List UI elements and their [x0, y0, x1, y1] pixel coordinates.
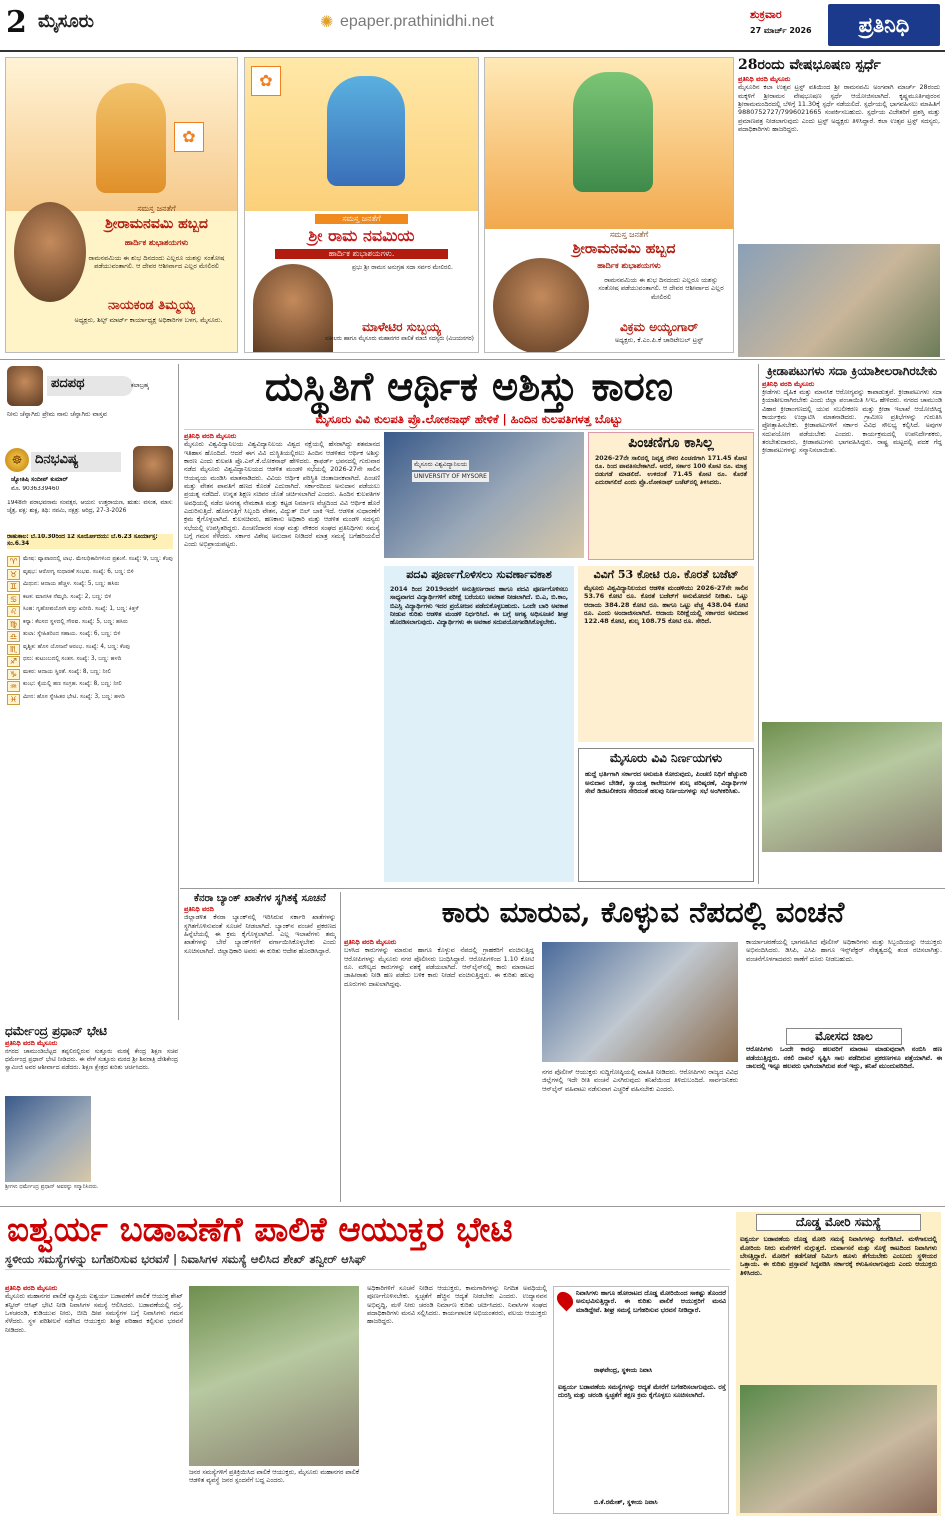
fraud-sub	[746, 1028, 942, 1200]
rama-figure-image	[327, 76, 405, 186]
astrologer-name: ಜ್ಯೋತಿಷಿ ಸಂದೀಪ್ ಕುಮಾರ್	[11, 476, 68, 483]
ad-wish: ಹಾರ್ದಿಕ ಶುಭಾಶಯಗಳು	[124, 238, 189, 247]
ad-wish: ಹಾರ್ದಿಕ ಶುಭಾಶಯಗಳು	[597, 261, 661, 270]
zodiac-prediction: ವೃಷಭ: ಆರೋಗ್ಯ ಸುಧಾರಣೆ ಸಂಭವ. ಸಂಖ್ಯೆ: 6, ಬಣ್ಣ: ಬಿಳಿ	[23, 568, 134, 575]
quote-drop-icon	[554, 1289, 577, 1312]
zodiac-prediction: ಕಟಕ: ಮಾನಸಿಕ ನೆಮ್ಮದಿ. ಸಂಖ್ಯೆ: 2, ಬಣ್ಣ: ಬಿಳಿ	[23, 593, 112, 600]
astrologer-photo	[133, 446, 173, 492]
ad-message: ರಾಮನವಮಿಯ ಈ ಶುಭ ದಿನದಂದು ಎಲ್ಲರೂ ಯಶಸ್ಸು ಸಂತೋಷ ಪಡೆಯುವಂತಾಗಲಿ. ಆ ದೇವರ ಆಶೀರ್ವಾದ ಎಲ್ಲರ ಮೇಲಿರಲಿ	[88, 254, 225, 271]
ad-role: ಅಧ್ಯಕ್ಷರು, ಶಿಲ್ಪ್ ಮಾರ್ಟ್ ಕಾರ್ಯಾಧ್ಯಕ್ಷ ಅಧಿಕಾರಿಗಳ ಬಳಗ, ಮೈಸೂರು.	[74, 316, 223, 324]
photo-caption: ಶ್ರೀಗಳು ಧರ್ಮೇಂದ್ರ ಪ್ರಧಾನ್ ಅವರನ್ನು ಸನ್ಮಾನಿಸಿದರು.	[5, 1184, 178, 1191]
box-title: ಪಿಂಚಣಿಗೂ ಕಾಸಿಲ್ಲ	[628, 435, 714, 451]
article-title: ಕ್ರೀಡಾಪಟುಗಳು ಸದಾ ಕ್ರಿಯಾಶೀಲರಾಗಿರಬೇಕು	[766, 364, 938, 378]
ad-title: ಶ್ರೀ ರಾಮ ನವಮಿಯ	[308, 226, 415, 245]
drain-article	[736, 1212, 941, 1516]
ad-pre: ಸಮಸ್ತ ಜನತೆಗೆ	[315, 214, 408, 224]
box-body: ಮೈಸೂರು ವಿಶ್ವವಿದ್ಯಾನಿಲಯದ ಆಡಳಿತ ಮಂಡಳಿಯು 2026-27ನೇ ಸಾಲಿನ 53.76 ಕೋಟಿ ರೂ. ಕೊರತೆ ಬಜೆಟ್‌ಗೆ ಅನುಮೋದನೆ ನೀಡಿತು. ಒಟ್ಟು ಆದಾಯ 384.28 ಕೋಟಿ ರೂ. ಹಾಗೂ ಒಟ್ಟು ವೆಚ್ಚ 438.04 ಕೋಟಿ ರೂ. ಎಂದು ಅಂದಾಜಿಸಲಾಗಿದೆ. ಆದಾಯ ನಿರೀಕ್ಷೆಯಲ್ಲಿ ಸರ್ಕಾರದ ಅನುದಾನ 122.48 ಕೋಟಿ, ಶುಲ್ಕ 108.75 ಕೋಟಿ ರೂ. ಸೇರಿದೆ.	[584, 584, 748, 626]
ad-message: ಪ್ರಭು ಶ್ರೀ ರಾಮನ ಅನುಗ್ರಹ ಸದಾ ಸರ್ವರ ಮೇಲಿರಲಿ.	[352, 264, 453, 271]
fraud-col1	[344, 938, 534, 1200]
edition-date: 27 ಮಾರ್ಚ್ 2026	[750, 26, 812, 35]
zodiac-sign-icon: ♑	[7, 669, 20, 680]
party-lotus-icon: ✿	[251, 66, 281, 96]
zodiac-row	[7, 606, 173, 617]
box-body: 2026-27ನೇ ಸಾಲಿನಲ್ಲಿ ನಿವೃತ್ತ ನೌಕರ ಪಿಂಚಣಿಗಾಗಿ 171.45 ಕೋಟಿ ರೂ. ರಿಂದ ಪಾವತಿಸಬೇಕಾಗಿದೆ. ಆದರೆ, ಸರ್ಕಾರ 100 ಕೋಟಿ ರೂ. ಮಾತ್ರ ಬಿಡುಗಡೆ ಮಾಡಲಿದೆ. ಉಳಿದಂತೆ 71.45 ಕೋಟಿ ರೂ. ಕೊರತೆ ಎದುರಾಗಲಿದೆ ಎಂದು ಪ್ರೊ.ಲೋಕನಾಥ್ ಬಜೆಟ್‌ನಲ್ಲಿ ತಿಳಿಸಿದರು.	[595, 454, 747, 487]
lead-headline: ಕಾರು ಮಾರುವ, ಕೊಳ್ಳುವ ನೆಪದಲ್ಲಿ ವಂಚನೆ	[441, 895, 845, 929]
article-body: ಮೈಸೂರು ಮಹಾನಗರ ಪಾಲಿಕೆ ವ್ಯಾಪ್ತಿಯ ಐಶ್ವರ್ಯ ಬಡಾವಣೆಗೆ ಪಾಲಿಕೆ ಆಯುಕ್ತ ಶೇಖ್ ತನ್ವೀರ್ ಆಸಿಫ್ ಭೇಟಿ ನೀಡಿ ನಿವಾಸಿಗಳ ಸಮಸ್ಯೆ ಆಲಿಸಿದರು. ಬಡಾವಣೆಯಲ್ಲಿ ರಸ್ತೆ, ಒಳಚರಂಡಿ, ಕುಡಿಯುವ ನೀರು, ಬೀದಿ ದೀಪ ಸಮಸ್ಯೆಗಳ ಬಗ್ಗೆ ನಿವಾಸಿಗಳು ಗಮನ ಸೆಳೆದರು. ಸ್ಥಳ ಪರಿಶೀಲನೆ ನಡೆಸಿದ ಆಯುಕ್ತರು ಶೀಘ್ರ ಪರಿಹಾರ ಕಲ್ಪಿಸುವ ಭರವಸೆ ನೀಡಿದರು.	[5, 1292, 183, 1334]
padapatha-label: ಪದಪಥ	[47, 376, 133, 396]
zodiac-prediction: ತುಲಾ: ಸ್ನೇಹಿತರಿಂದ ಸಹಾಯ. ಸಂಖ್ಯೆ: 6, ಬಣ್ಣ: ಬಿಳಿ	[23, 631, 121, 637]
ad-pre: ಸಮಸ್ತ ಜನತೆಗೆ	[609, 230, 649, 239]
article-byline: ಪ್ರತಿನಿಧಿ ವರದಿ	[184, 905, 214, 913]
article-body-3: ಕಾರ್ಯಾಚರಣೆಯಲ್ಲಿ ಭಾಗವಹಿಸಿದ ಪೊಲೀಸ್ ಅಧಿಕಾರಿಗಳು ಮತ್ತು ಸಿಬ್ಬಂದಿಯನ್ನು ಆಯುಕ್ತರು ಅಭಿನಂದಿಸಿದರು. ಡಿಸಿಪಿ, ಎಸಿಪಿ ಹಾಗೂ ಇನ್ಸ್‌ಪೆಕ್ಟರ್ ನೇತೃತ್ವದಲ್ಲಿ ತಂಡ ರಚಿಸಲಾಗಿತ್ತು. ವಂಚನೆಗೊಳಗಾದವರು ಠಾಣೆಗೆ ದೂರು ನೀಡಬಹುದು.	[746, 938, 942, 963]
divider	[0, 359, 945, 360]
ad-title: ಶ್ರೀರಾಮನವಮಿ ಹಬ್ಬದ	[572, 241, 676, 257]
box-body: ಹುದ್ದೆ ಭರ್ತಿಗಾಗಿ ಸರ್ಕಾರದ ಅನುಮತಿ ಕೋರುವುದು, ಪಿಂಚಣಿ ನಿಧಿಗೆ ಹೆಚ್ಚುವರಿ ಅನುದಾನ ಬೇಡಿಕೆ, ಸ್ವಾಯತ್ತ ಕಾಲೇಜುಗಳ ಶುಲ್ಕ ಪರಿಷ್ಕರಣೆ, ವಿದ್ಯಾರ್ಥಿಗಳ ಸೇವೆ ಡಿಜಿಟಲೀಕರಣ ಸೇರಿದಂತೆ ಹಲವು ನಿರ್ಣಯಗಳನ್ನು ಸಭೆ ಅಂಗೀಕರಿಸಿತು.	[585, 770, 747, 796]
zodiac-prediction: ವೃಶ್ಚಿಕ: ಹೊಸ ಯೋಜನೆ ಆರಂಭ. ಸಂಖ್ಯೆ: 4, ಬಣ್ಣ: ಕೆಂಪು	[23, 643, 130, 650]
zodiac-row	[7, 569, 173, 580]
article-byline: ಪ್ರತಿನಿಧಿ ವರದಿ ಮೈಸೂರು	[738, 74, 791, 83]
person-photo	[493, 258, 589, 353]
zodiac-sign-icon: ♉	[7, 569, 20, 580]
article-title: ಧರ್ಮೇಂದ್ರ ಪ್ರಧಾನ್ ಭೇಟಿ	[5, 1024, 108, 1038]
article-body: ಮೈಸೂರು ವಿಶ್ವವಿದ್ಯಾನಿಲಯ ವಿಶ್ವವಿದ್ಯಾನಿಲಯ ವಿಶ್ವದ ನಕ್ಷೆಯಲ್ಲಿ ಹೆಸರಾಗಿದ್ದು ಶತಮಾನದ ಇತಿಹಾಸ ಹೊಂದಿದೆ. ಆದರೆ ಈಗ ವಿವಿ ದುಸ್ಥಿತಿಯಲ್ಲಿರಲು ಹಿಂದಿನ ಆಡಳಿತದ ಆರ್ಥಿಕ ಅಶಿಸ್ತು ಕಾರಣ ಎಂದು ಕುಲಪತಿ ಪ್ರೊ.ಎನ್.ಕೆ.ಲೋಕನಾಥ್ ಹೇಳಿದರು. ಕ್ರಾಫರ್ಡ್ ಭವನದಲ್ಲಿ ಗುರುವಾರ ನಡೆದ ಮೈಸೂರು ವಿಶ್ವವಿದ್ಯಾನಿಲಯದ ಆಡಳಿತ ಮಂಡಳಿ ಸಭೆಯಲ್ಲಿ 2026-27ನೇ ಸಾಲಿನ ಆಯವ್ಯಯ ಮಂಡಿಸಿ ಮಾತನಾಡಿದರು. ವಿವಿಯ ಆರ್ಥಿಕ ಪರಿಸ್ಥಿತಿ ಚಿಂತಾಜನಕವಾಗಿದೆ. ಪಿಂಚಣಿ ಮತ್ತು ವೇತನ ಪಾವತಿಗೆ ಹಣದ ಕೊರತೆ ಎದುರಾಗಿದೆ. ಸರ್ಕಾರದಿಂದ ಅನುದಾನ ಪಡೆಯಲು ಪ್ರಯತ್ನ ನಡೆದಿದೆ. ಉನ್ನತ ಶಿಕ್ಷಣ ಸಚಿವರ ಜೊತೆ ಚರ್ಚಿಸಲಾಗಿದೆ ಎಂದರು. ಹಿಂದಿನ ಕುಲಪತಿಗಳ ಅವಧಿಯಲ್ಲಿ ನಡೆದ ಅನಗತ್ಯ ನೇಮಕಾತಿ ಮತ್ತು ಕಟ್ಟಡ ನಿರ್ಮಾಣ ವೆಚ್ಚದಿಂದ ವಿವಿ ಆರ್ಥಿಕ ಹೊರೆ ಎದುರಿಸುತ್ತಿದೆ. ಹೊರಗುತ್ತಿಗೆ ಸಿಬ್ಬಂದಿ ವೇತನ, ವಿದ್ಯುತ್ ಬಿಲ್ ಬಾಕಿ ಇದೆ. ಆಡಳಿತ ಸುಧಾರಣೆಗೆ ಕ್ರಮ ಕೈಗೊಳ್ಳಲಾಗಿದೆ. ಕುಲಸಚಿವರು, ಹಣಕಾಸು ಅಧಿಕಾರಿ ಮತ್ತು ಆಡಳಿತ ಮಂಡಳಿ ಸದಸ್ಯರು ಸಭೆಯಲ್ಲಿ ಉಪಸ್ಥಿತರಿದ್ದರು. ಪಿಂಚಣಿದಾರರ ಸಂಘ ಮತ್ತು ನೌಕರರ ಸಂಘದ ಪ್ರತಿನಿಧಿಗಳು ಸಮಸ್ಯೆ ಬಗ್ಗೆ ಗಮನ ಸೆಳೆದರು. ಸರ್ಕಾರ ವಿಶೇಷ ಅನುದಾನ ನೀಡಿದರೆ ಮಾತ್ರ ಸಮಸ್ಯೆ ಬಗೆಹರಿಯಲಿದೆ ಎಂದು ಅಭಿಪ್ರಾಯಪಟ್ಟರು.	[184, 440, 380, 549]
divider	[178, 364, 179, 1020]
ad-wish: ಹಾರ್ದಿಕ ಶುಭಾಶಯಗಳು.	[275, 249, 448, 259]
zodiac-prediction: ಮಕರ: ಆದಾಯ ಸ್ಥಿರತೆ. ಸಂಖ್ಯೆ: 8, ಬಣ್ಣ: ನೀಲಿ	[23, 668, 111, 675]
ad-name: ಮಾಳೇಟಿರ ಸುಬ್ಬಯ್ಯ	[362, 320, 441, 334]
zodiac-wheel-icon: ☸	[5, 448, 29, 472]
rama-figure-image	[96, 83, 166, 193]
zodiac-sign-icon: ♏	[7, 644, 20, 655]
sun-icon: ✺	[320, 12, 334, 31]
divider	[340, 892, 341, 1202]
lead-col1	[184, 432, 380, 632]
ad-pre: ಸಮಸ್ತ ಜನತೆಗೆ	[137, 204, 176, 213]
zodiac-row	[7, 694, 173, 705]
sunrise: ಸೂರ್ಯೋದಯ: ಬೆ.6.23	[76, 534, 132, 540]
padapatha-box	[5, 364, 175, 442]
article-body: ಮೈಸೂರಿನ ಕಲಾ ಉತ್ಸವ ಟ್ರಸ್ಟ್ ವತಿಯಿಂದ ಶ್ರೀ ರಾಮನವಮಿ ಅಂಗವಾಗಿ ಮಾರ್ಚ್ 28ರಂದು ಮಕ್ಕಳಿಗೆ ಶ್ರೀರಾಮನ ವೇಷಭೂಷಣ ಸ್ಪರ್ಧೆ ಆಯೋಜಿಸಲಾಗಿದೆ. ಕೃಷ್ಣಮೂರ್ತಿಪುರಂನ ಶ್ರೀರಾಮಮಂದಿರದಲ್ಲಿ ಬೆಳಿಗ್ಗೆ 11.30ಕ್ಕೆ ಸ್ಪರ್ಧೆ ನಡೆಯಲಿದೆ. ಸ್ಪರ್ಧೆಯಲ್ಲಿ ಭಾಗವಹಿಸಲು ಮಾಹಿತಿಗೆ 9880752727/7996021665 ಸಂಪರ್ಕಿಸಬಹುದು. ಸ್ಪರ್ಧೆಯ ವಿಜೇತರಿಗೆ ಪ್ರಶಸ್ತಿ ಮತ್ತು ಪ್ರಮಾಣಪತ್ರ ನೀಡಲಾಗುವುದು ಎಂದು ಟ್ರಸ್ಟ್ ಅಧ್ಯಕ್ಷರು ತಿಳಿಸಿದ್ದಾರೆ. ಕಲಾ ಉತ್ಸವ ಟ್ರಸ್ಟ್ ಸದಸ್ಯರು, ಪದಾಧಿಕಾರಿಗಳು ಹಾಜರಿದ್ದರು.	[738, 83, 940, 133]
article-body-2: ಅಧಿಕಾರಿಗಳಿಗೆ ಸೂಚನೆ ನೀಡಿದ ಆಯುಕ್ತರು, ಕಾಮಗಾರಿಗಳನ್ನು ನಿಗದಿತ ಅವಧಿಯಲ್ಲಿ ಪೂರ್ಣಗೊಳಿಸಬೇಕು. ಸ್ವಚ್ಛತೆಗೆ ಹೆಚ್ಚಿನ ಆದ್ಯತೆ ನೀಡಬೇಕು ಎಂದರು. ಉದ್ಯಾನವನ ಅಭಿವೃದ್ಧಿ, ಮಳೆ ನೀರು ಚರಂಡಿ ನಿರ್ಮಾಣ ಕುರಿತು ಚರ್ಚಿಸಿದರು. ನಿವಾಸಿಗಳ ಸಂಘದ ಪದಾಧಿಕಾರಿಗಳು ಮನವಿ ಸಲ್ಲಿಸಿದರು. ಕಾರ್ಯಪಾಲಕ ಅಭಿಯಂತರರು, ವಲಯ ಆಯುಕ್ತರು ಹಾಜರಿದ್ದರು.	[367, 1284, 547, 1326]
zodiac-sign-icon: ♐	[7, 656, 20, 667]
commissioner-walk-photo	[189, 1286, 359, 1466]
zodiac-sign-icon: ♓	[7, 694, 20, 705]
quotes	[553, 1286, 729, 1514]
drain-residents-photo	[740, 1385, 937, 1513]
person-photo	[253, 264, 333, 353]
horoscope-box	[5, 446, 175, 1018]
zodiac-row	[7, 631, 173, 642]
zodiac-prediction: ಸಿಂಹ: ಗೃಹೋಪಯೋಗಿ ವಸ್ತು ಖರೀದಿ. ಸಂಖ್ಯೆ: 1, ಬಣ್ಣ: ಕಿತ್ತಳೆ	[23, 606, 139, 612]
zodiac-sign-icon: ♈	[7, 556, 20, 567]
newspaper-logo: ಪ್ರತಿನಿಧಿ	[828, 4, 940, 46]
horoscope-label: ದಿನಭವಿಷ್ಯ	[31, 452, 121, 472]
article-body-2: ನಗರ ಪೊಲೀಸ್ ಆಯುಕ್ತರು ಸುದ್ದಿಗೋಷ್ಠಿಯಲ್ಲಿ ಮಾಹಿತಿ ನೀಡಿದರು. ಆರೋಪಿಗಳು ರಾಜ್ಯದ ವಿವಿಧ ಜಿಲ್ಲೆಗಳಲ್ಲಿ ಇದೇ ರೀತಿ ವಂಚನೆ ಎಸಗಿರುವುದು ತನಿಖೆಯಿಂದ ತಿಳಿದುಬಂದಿದೆ. ಸಾರ್ವಜನಿಕರು ಆನ್‌ಲೈನ್ ವಹಿವಾಟು ನಡೆಸುವಾಗ ಎಚ್ಚರಿಕೆ ವಹಿಸಬೇಕು ಎಂದರು.	[542, 1068, 738, 1093]
police-press-photo	[542, 942, 738, 1062]
panchanga: 1948ನೇ ಪರಾಭವನಾಮ ಸಂವತ್ಸರ, ಆಯನ: ಉತ್ತರಾಯಣ, ಋತು: ವಸಂತ, ಮಾಸ: ಚೈತ್ರ, ಪಕ್ಷ: ಶುಕ್ಲ, ತಿಥಿ: ನವಮಿ, ನಕ್ಷತ್ರ: ಆರಿದ್ರ, 27-3-2026	[7, 500, 173, 514]
article-byline: ಪ್ರತಿನಿಧಿ ವರದಿ ಮೈಸೂರು	[5, 1284, 58, 1292]
article-title: ದೊಡ್ಡ ಮೋರಿ ಸಮಸ್ಯೆ	[756, 1214, 921, 1231]
article-title: 28ರಂದು ವೇಷಭೂಷಣ ಸ್ಪರ್ಧೆ	[738, 57, 881, 73]
photo-sign-en: UNIVERSITY OF MYSORE	[414, 473, 487, 480]
zodiac-sign-icon: ♒	[7, 681, 20, 692]
divider	[0, 1206, 945, 1207]
box-title: ಮೈಸೂರು ವಿವಿ ನಿರ್ಣಯಗಳು	[609, 751, 723, 765]
zodiac-row	[7, 669, 173, 680]
zodiac-row	[7, 619, 173, 630]
deficit-box	[578, 566, 754, 742]
headline: ಐಶ್ವರ್ಯ ಬಡಾವಣೆಗೆ ಪಾಲಿಕೆ ಆಯುಕ್ತರ ಭೇಟಿ	[7, 1210, 513, 1250]
photo-caption: ಜನರ ಸಮಸ್ಯೆಗಳಿಗೆ ಪ್ರತಿಕ್ರಿಯಿಸಿದ ಪಾಲಿಕೆ ಆಯುಕ್ತರು, ಮೈಸೂರು ಮಹಾನಗರ ಪಾಲಿಕೆ ಆಡಳಿತ ವ್ಯವಸ್ಥೆ ಜನರ ಸ್ಪಂದನೆಗೆ ಬದ್ಧ ಎಂದರು.	[189, 1468, 359, 1485]
lead-headline: ದುಸ್ಥಿತಿಗೆ ಆರ್ಥಿಕ ಅಶಿಸ್ತು ಕಾರಣ	[264, 363, 674, 410]
article-byline: ಪ್ರತಿನಿಧಿ ವರದಿ ಮೈಸೂರು	[344, 938, 397, 946]
day-name: ಶುಕ್ರವಾರ	[750, 8, 782, 21]
article-body: ಜಿಲ್ಲಾಡಳಿತ ಕೆನರಾ ಬ್ಯಾಂಕ್‌ನಲ್ಲಿ ಇರಿಸಿರುವ ಸರ್ಕಾರಿ ಖಾತೆಗಳನ್ನು ಸ್ಥಗಿತಗೊಳಿಸುವಂತೆ ಸೂಚನೆ ನೀಡಲಾಗಿದೆ. ಬ್ಯಾಂಕ್‌ನ ವಂಚನೆ ಪ್ರಕರಣದ ಹಿನ್ನೆಲೆಯಲ್ಲಿ ಈ ಕ್ರಮ ಕೈಗೊಳ್ಳಲಾಗಿದೆ. ಎಲ್ಲ ಇಲಾಖೆಗಳು ತಮ್ಮ ಖಾತೆಗಳನ್ನು ಬೇರೆ ಬ್ಯಾಂಕ್‌ಗಳಿಗೆ ವರ್ಗಾಯಿಸಿಕೊಳ್ಳಬೇಕು ಎಂದು ಸೂಚಿಸಲಾಗಿದೆ. ಜಿಲ್ಲಾಧಿಕಾರಿ ಅವರು ಈ ಕುರಿತು ಆದೇಶ ಹೊರಡಿಸಿದ್ದಾರೆ.	[184, 913, 336, 955]
costume-event-photo	[738, 244, 940, 357]
rahu-kala: ರಾಹುಕಾಲ: ಬೆ.10.30ರಿಂದ 12	[7, 534, 75, 540]
box-title: ವಿವಿಗೆ 53 ಕೋಟಿ ರೂ. ಕೊರತೆ ಬಜೆಟ್	[593, 568, 739, 581]
astrologer-phone: ಮೊ. 9036339460	[11, 486, 60, 492]
decisions-box	[578, 748, 754, 882]
sports-event-photo	[762, 722, 942, 852]
zodiac-prediction: ಮಿಥುನ: ಆದಾಯ ಹೆಚ್ಚಳ. ಸಂಖ್ಯೆ: 5, ಬಣ್ಣ: ಹಸಿರು	[23, 581, 120, 587]
ad-role: ವಕೀಲರು ಹಾಗೂ ಮೈಸೂರು ಮಹಾನಗರ ಪಾಲಿಕೆ ಮಾಜಿ ಸದಸ್ಯರು (ವಿಜಯನಗರ)	[325, 336, 474, 342]
ad-name: ವಿಕ್ರಮ ಅಯ್ಯಂಗಾರ್	[620, 320, 698, 334]
article-body-top: ನಗರದ ಚಾಮುಂಡಿಬೆಟ್ಟದ ತಪ್ಪಲಿನಲ್ಲಿರುವ ಸುತ್ತೂರು ಮಠಕ್ಕೆ ಕೇಂದ್ರ ಶಿಕ್ಷಣ ಸಚಿವ ಧರ್ಮೇಂದ್ರ ಪ್ರಧಾನ್ ಭೇಟಿ ನೀಡಿದರು. ಈ ವೇಳೆ ಸುತ್ತೂರು ಮಠದ ಶ್ರೀ ಶಿವರಾತ್ರಿ ದೇಶಿಕೇಂದ್ರ ಸ್ವಾಮೀಜಿ ಅವರ ಆಶೀರ್ವಾದ ಪಡೆದರು. ಶಿಕ್ಷಣ ಕ್ಷೇತ್ರದ ಕುರಿತು ಚರ್ಚಿಸಿದರು.	[5, 1048, 178, 1071]
sunset: ಸೂರ್ಯಾಸ್ತ: ಸಂ.6.34	[7, 534, 158, 548]
lead-subhead: ಸ್ಥಳೀಯ ಸಮಸ್ಯೆಗಳನ್ನು ಬಗೆಹರಿಸುವ ಭರವಸೆ | ನಿವಾಸಿಗಳ ಸಮಸ್ಯೆ ಆಲಿಸಿದ ಶೇಖ್ ತನ್ವೀರ್ ಆಸಿಫ್	[5, 1252, 730, 1270]
lead-col1-cont	[184, 642, 380, 878]
ad-subbaiah	[244, 57, 479, 353]
ad-name: ನಾಯಕಂಡ ತಿಮ್ಮಯ್ಯ	[108, 298, 195, 313]
sports-article	[762, 364, 942, 884]
author-photo	[7, 366, 43, 406]
ad-title: ಶ್ರೀರಾಮನವಮಿ ಹಬ್ಬದ	[105, 216, 208, 232]
article-body: ಬಳಸಿದ ಕಾರುಗಳನ್ನು ಮಾರುವ ಹಾಗೂ ಕೊಳ್ಳುವ ನೆಪದಲ್ಲಿ ಗ್ರಾಹಕರಿಗೆ ವಂಚಿಸುತ್ತಿದ್ದ ಆರೋಪಿಗಳನ್ನು ಮೈಸೂರು ನಗರ ಪೊಲೀಸರು ಬಂಧಿಸಿದ್ದಾರೆ. ಆರೋಪಿಗಳಿಂದ 1.10 ಕೋಟಿ ರೂ. ಮೌಲ್ಯದ ಕಾರುಗಳನ್ನು ವಶಕ್ಕೆ ಪಡೆಯಲಾಗಿದೆ. ಆನ್‌ಲೈನ್‌ನಲ್ಲಿ ಕಾರು ಮಾರಾಟದ ಜಾಹೀರಾತು ನೀಡಿ ಹಣ ಪಡೆದು ಬಳಿಕ ಕಾರು ನೀಡದೆ ವಂಚಿಸುತ್ತಿದ್ದರು. ಈ ಕುರಿತು ಹಲವು ದೂರುಗಳು ದಾಖಲಾಗಿದ್ದವು.	[344, 946, 534, 988]
quote-1: ನಿವಾಸಿಗಳು ಹಾಗೂ ಹೋರಾಟದ ದೊಡ್ಡ ಮೋರಿಯಿಂದ ಸಾಕಷ್ಟು ತೊಂದರೆ ಅನುಭವಿಸುತ್ತಿದ್ದಾರೆ. ಈ ಕುರಿತು ಪಾಲಿಕೆ ಆಯುಕ್ತರಿಗೆ ಮನವಿ ಮಾಡಿದ್ದೇವೆ. ಶೀಘ್ರ ಸಮಸ್ಯೆ ಬಗೆಹರಿಸುವ ಭರವಸೆ ನೀಡಿದ್ದಾರೆ.	[576, 1289, 726, 1314]
quote-2-author: ಬಿ.ಕೆ.ರಮೇಶ್, ಸ್ಥಳೀಯ ನಿವಾಸಿ	[594, 1499, 658, 1506]
zodiac-sign-icon: ♊	[7, 581, 20, 592]
article-byline: ಪ್ರತಿನಿಧಿ ವರದಿ ಮೈಸೂರು	[5, 1039, 58, 1048]
zodiac-prediction: ಕನ್ಯಾ: ಕೆಲಸದ ಸ್ಥಳದಲ್ಲಿ ಗೌರವ. ಸಂಖ್ಯೆ: 5, ಬಣ್ಣ: ಹಸಿರು	[23, 618, 128, 625]
photo-sign-kn: ಮೈಸೂರು ವಿಶ್ವವಿದ್ಯಾನಿಲಯ	[414, 461, 468, 468]
zodiac-prediction: ಧನು: ಕುಟುಂಬದಲ್ಲಿ ಸಂತಸ. ಸಂಖ್ಯೆ: 3, ಬಣ್ಣ: ಹಳದಿ	[23, 656, 122, 662]
zodiac-prediction: ಮೀನ: ಹೊಸ ಸ್ನೇಹಿತರ ಭೇಟಿ. ಸಂಖ್ಯೆ: 3, ಬಣ್ಣ: ಹಳದಿ	[23, 693, 125, 700]
university-meeting-photo	[384, 432, 584, 558]
article-byline: ಪ್ರತಿನಿಧಿ ವರದಿ ಮೈಸೂರು	[762, 379, 815, 388]
zodiac-list	[7, 556, 173, 706]
divider	[758, 364, 759, 884]
zodiac-sign-icon: ♍	[7, 619, 20, 630]
padapatha-author: ಕಲಾಬ್ರಹ್ಮ	[131, 382, 150, 389]
party-lotus-icon: ✿	[174, 122, 204, 152]
article-body: ಕ್ರೀಡೆಗಳು ದೈಹಿಕ ಮತ್ತು ಮಾನಸಿಕ ಆರೋಗ್ಯವನ್ನು ಕಾಪಾಡುತ್ತವೆ. ಕ್ರೀಡಾಪಟುಗಳು ಸದಾ ಕ್ರಿಯಾಶೀಲರಾಗಿರಬೇಕು ಎಂದು ಜಿಲ್ಲಾ ಪಂಚಾಯಿತಿ ಸಿಇಒ ಹೇಳಿದರು. ನಗರದ ಚಾಮುಂಡಿ ವಿಹಾರ ಕ್ರೀಡಾಂಗಣದಲ್ಲಿ ಯುವ ಸಬಲೀಕರಣ ಮತ್ತು ಕ್ರೀಡಾ ಇಲಾಖೆ ಆಯೋಜಿಸಿದ್ದ ಕಾರ್ಯಕ್ರಮ ಉದ್ಘಾಟಿಸಿ ಮಾತನಾಡಿದರು. ಗ್ರಾಮೀಣ ಪ್ರತಿಭೆಗಳನ್ನು ಗುರುತಿಸಿ ಪ್ರೋತ್ಸಾಹಿಸಬೇಕು. ಕ್ರೀಡಾಪಟುಗಳಿಗೆ ಸರ್ಕಾರ ವಿವಿಧ ಸೌಲಭ್ಯ ಕಲ್ಪಿಸಿದೆ. ಅವುಗಳ ಸದುಪಯೋಗ ಪಡೆಯಬೇಕು ಎಂದರು. ಕಾರ್ಯಕ್ರಮದಲ್ಲಿ ಉಪನಿರ್ದೇಶಕರು, ತರಬೇತುದಾರರು, ಕ್ರೀಡಾಪಟುಗಳು ಭಾಗವಹಿಸಿದ್ದರು. ರಾಷ್ಟ್ರ ಮಟ್ಟದಲ್ಲಿ ಪದಕ ಗೆದ್ದ ಕ್ರೀಡಾಪಟುಗಳನ್ನು ಸನ್ಮಾನಿಸಲಾಯಿತು.	[762, 387, 942, 455]
rama-figure-image	[573, 72, 653, 192]
padapatha-verse: ನೀನು ಚೆನ್ನಾಗಿರು ಪ್ರೇಮ ನಾನು ಚೆನ್ನಾಗಿರು ವಾಸ್ತವ	[7, 410, 107, 418]
sub-body: ಆರೋಪಿಗಳು ಒಂದೇ ಕಾರನ್ನು ಹಲವರಿಗೆ ಮಾರಾಟ ಮಾಡುವುದಾಗಿ ನಂಬಿಸಿ ಹಣ ಪಡೆಯುತ್ತಿದ್ದರು. ನಕಲಿ ದಾಖಲೆ ಸೃಷ್ಟಿಸಿ ಸಾಲ ಪಡೆದಿರುವ ಪ್ರಕರಣಗಳೂ ಪತ್ತೆಯಾಗಿವೆ. ಈ ಜಾಲದಲ್ಲಿ ಇನ್ನೂ ಹಲವರು ಭಾಗಿಯಾಗಿರುವ ಶಂಕೆ ಇದ್ದು, ತನಿಖೆ ಮುಂದುವರಿದಿದೆ.	[746, 1045, 942, 1071]
aish-col1	[5, 1284, 183, 1514]
zodiac-row	[7, 556, 173, 567]
zodiac-prediction: ಕುಂಭ: ಕೈಯಲ್ಲಿ ಹಣ ಸಂಗ್ರಹ. ಸಂಖ್ಯೆ: 8, ಬಣ್ಣ: ನೀಲಿ	[23, 681, 122, 687]
zodiac-sign-icon: ♌	[7, 606, 20, 617]
fraud-article	[344, 892, 942, 1204]
opportunity-box	[384, 566, 574, 882]
quote-2: ಐಶ್ವರ್ಯ ಬಡಾವಣೆಯ ಸಮಸ್ಯೆಗಳನ್ನು ಆದ್ಯತೆ ಮೇರೆಗೆ ಬಗೆಹರಿಸಲಾಗುವುದು. ರಸ್ತೆ ದುರಸ್ತಿ ಮತ್ತು ಚರಂಡಿ ಸ್ವಚ್ಛತೆಗೆ ತಕ್ಷಣ ಕ್ರಮ ಕೈಗೊಳ್ಳಲು ಸೂಚಿಸಲಾಗಿದೆ.	[558, 1383, 726, 1400]
zodiac-sign-icon: ♎	[7, 631, 20, 642]
lead-article	[184, 362, 754, 882]
page-number: 2	[6, 5, 27, 40]
zodiac-sign-icon: ♋	[7, 594, 20, 605]
bank-article	[184, 892, 336, 1202]
ad-thimmaiah	[5, 57, 238, 353]
masthead	[0, 0, 945, 52]
aishwarya-article	[5, 1208, 730, 1516]
zodiac-row	[7, 681, 173, 692]
site-url[interactable]: epaper.prathinidhi.net	[340, 13, 494, 30]
sub-title: ಮೋಸದ ಜಾಲ	[786, 1028, 902, 1045]
dharmendra-photo	[5, 1096, 91, 1182]
box-title: ಪದವಿ ಪೂರ್ಣಗೊಳಿಸಲು ಸುವರ್ಣಾವಕಾಶ	[406, 568, 552, 581]
zodiac-row	[7, 656, 173, 667]
article-title: ಕೆನರಾ ಬ್ಯಾಂಕ್ ಖಾತೆಗಳ ಸ್ಥಗಿತಕ್ಕೆ ಸೂಚನೆ	[194, 893, 326, 904]
zodiac-row	[7, 644, 173, 655]
quote-1-author: ರಾಘವೇಂದ್ರ, ಸ್ಥಳೀಯ ನಿವಾಸಿ	[594, 1367, 653, 1374]
ad-role: ಅಧ್ಯಕ್ಷರು, ಕೆ.ಎಂ.ಪಿ.ಕೆ ಚಾರಿಟೇಬಲ್ ಟ್ರಸ್ಟ್	[614, 336, 704, 344]
city-name: ಮೈಸೂರು	[38, 11, 94, 32]
costume-contest-article	[738, 57, 940, 357]
timings	[7, 534, 173, 549]
article-byline: ಪ್ರತಿನಿಧಿ ವರದಿ ಮೈಸೂರು	[184, 432, 237, 440]
zodiac-row	[7, 581, 173, 592]
zodiac-prediction: ಮೇಷ: ವ್ಯಾಪಾರದಲ್ಲಿ ಲಾಭ. ಮೇಲಧಿಕಾರಿಗಳಿಂದ ಪ್ರಶಂಸೆ. ಸಂಖ್ಯೆ: 9, ಬಣ್ಣ: ಕೆಂಪು	[23, 556, 173, 562]
divider	[180, 888, 945, 889]
dharmendra-article	[5, 1024, 178, 1198]
zodiac-row	[7, 594, 173, 605]
article-body: ಐಶ್ವರ್ಯ ಬಡಾವಣೆಯ ದೊಡ್ಡ ಮೋರಿ ಸಮಸ್ಯೆ ನಿವಾಸಿಗಳನ್ನು ಕಂಗೆಡಿಸಿದೆ. ಮಳೆಗಾಲದಲ್ಲಿ ಮೋರಿಯ ನೀರು ಮನೆಗಳಿಗೆ ನುಗ್ಗುತ್ತದೆ. ದುರ್ವಾಸನೆ ಮತ್ತು ಸೊಳ್ಳೆ ಕಾಟದಿಂದ ನಿವಾಸಿಗಳು ಬೇಸತ್ತಿದ್ದಾರೆ. ಮೋರಿಗೆ ತಡೆಗೋಡೆ ನಿರ್ಮಿಸಿ ಹೂಳು ತೆಗೆಯಬೇಕು ಎಂಬುದು ಸ್ಥಳೀಯರ ಒತ್ತಾಯ. ಈ ಕುರಿತು ಪ್ರಸ್ತಾವನೆ ಸಿದ್ಧಪಡಿಸಿ ಸರ್ಕಾರಕ್ಕೆ ಕಳುಹಿಸಲಾಗುವುದು ಎಂದು ಆಯುಕ್ತರು ತಿಳಿಸಿದರು.	[740, 1235, 937, 1277]
ad-vikram	[484, 57, 734, 353]
pension-box	[588, 432, 754, 560]
lead-headline	[5, 1208, 730, 1252]
lead-subhead: ಮೈಸೂರು ವಿವಿ ಕುಲಪತಿ ಪ್ರೊ.ಲೋಕನಾಥ್ ಹೇಳಿಕೆ | ಹಿಂದಿನ ಕುಲಪತಿಗಳತ್ತ ಬೊಟ್ಟು	[184, 412, 754, 430]
ad-message: ರಾಮನವಮಿಯ ಈ ಶುಭ ದಿನದಂದು ಎಲ್ಲರೂ ಯಶಸ್ಸು ಸಂತೋಷ ಪಡೆಯುವಂತಾಗಲಿ. ಆ ದೇವರ ಆಶೀರ್ವಾದ ಎಲ್ಲರ ಮೇಲಿರಲಿ	[598, 276, 724, 301]
box-body: 2014 ರಿಂದ 2019ರವರೆಗೆ ಅನುತ್ತೀರ್ಣರಾದ ಹಾಗೂ ಪದವಿ ಪೂರ್ಣಗೊಳಿಸಲು ಸಾಧ್ಯವಾಗದ ವಿದ್ಯಾರ್ಥಿಗಳಿಗೆ ಪರೀಕ್ಷೆ ಬರೆಯಲು ಅವಕಾಶ ನೀಡಲಾಗಿದೆ. ಬಿ.ಎ, ಬಿ.ಕಾಂ, ಬಿಎಸ್ಸಿ ವಿದ್ಯಾರ್ಥಿಗಳು ಇದರ ಪ್ರಯೋಜನ ಪಡೆದುಕೊಳ್ಳಬಹುದು. ಒಂದೇ ಬಾರಿ ಅವಕಾಶ ನೀಡುವ ಕುರಿತು ಆಡಳಿತ ಮಂಡಳಿ ನಿರ್ಧರಿಸಿದೆ. ಈ ಬಗ್ಗೆ ಅಗತ್ಯ ಅಧಿಸೂಚನೆ ಶೀಘ್ರ ಹೊರಡಿಸಲಾಗುವುದು. ವಿದ್ಯಾರ್ಥಿಗಳು ಈ ಅವಕಾಶ ಸದುಪಯೋಗಪಡಿಸಿಕೊಳ್ಳಬೇಕು.	[390, 586, 568, 626]
